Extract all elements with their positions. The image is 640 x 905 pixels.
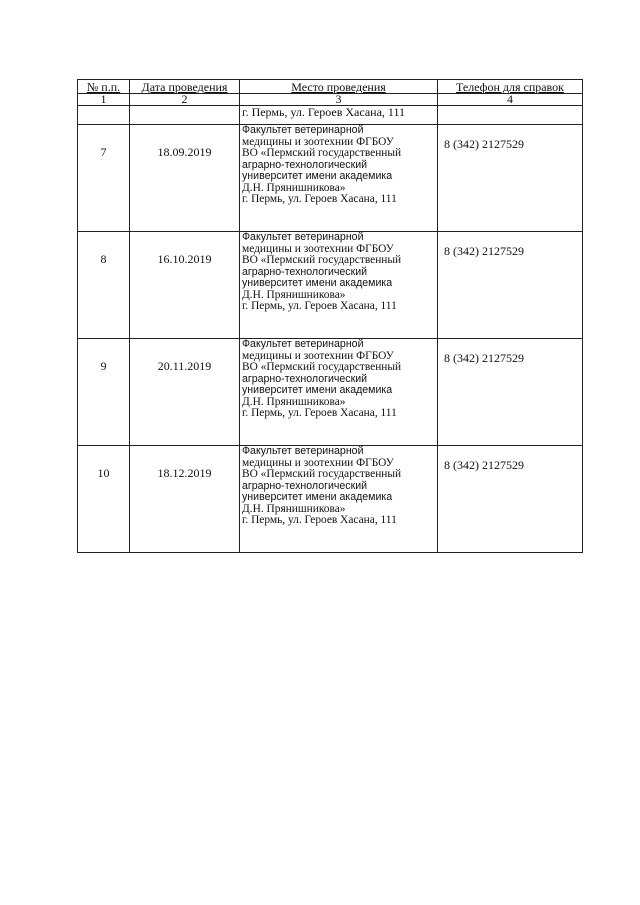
place-line: медицины и зоотехнии ФГБОУ	[242, 135, 394, 148]
place-line: аграрно-технологический	[242, 158, 368, 171]
place-line: университет имени академика	[242, 491, 393, 503]
continuation-place-cell: г. Пермь, ул. Героев Хасана, 111	[240, 106, 438, 125]
place-line: ВО «Пермский государственный	[242, 468, 402, 480]
place-line: Д.Н. Прянишникова»	[242, 502, 346, 515]
row-place	[240, 339, 438, 446]
row-number: 10	[78, 446, 130, 553]
place-line: Факультет ветеринарной	[242, 124, 364, 136]
place-line: медицины и зоотехнии ФГБОУ	[242, 242, 394, 255]
table-row	[78, 125, 583, 232]
place-line: ВО «Пермский государственный	[242, 147, 402, 159]
row-phone: 8 (342) 2127529	[438, 339, 583, 446]
row-date: 16.10.2019	[130, 232, 240, 339]
place-line: Факультет ветеринарной	[242, 338, 364, 350]
row-date: 20.11.2019	[130, 339, 240, 446]
place-line: г. Пермь, ул. Героев Хасана, 111	[242, 514, 397, 526]
row-phone: 8 (342) 2127529	[438, 232, 583, 339]
header-number: № п.п.	[78, 80, 130, 94]
column-number-4: 4	[438, 94, 583, 106]
place-line: ВО «Пермский государственный	[242, 361, 402, 373]
column-number-2: 2	[130, 94, 240, 106]
place-line: медицины и зоотехнии ФГБОУ	[242, 456, 394, 469]
header-phone: Телефон для справок	[438, 80, 583, 94]
place-line: Д.Н. Прянишникова»	[242, 181, 346, 194]
place-line: университет имени академика	[242, 277, 393, 289]
place-line: университет имени академика	[242, 384, 393, 396]
row-date: 18.09.2019	[130, 125, 240, 232]
column-number-3: 3	[240, 94, 438, 106]
row-date: 18.12.2019	[130, 446, 240, 553]
row-number: 8	[78, 232, 130, 339]
continuation-row	[78, 106, 583, 125]
continuation-phone-cell	[438, 106, 583, 125]
continuation-number-cell	[78, 106, 130, 125]
row-phone: 8 (342) 2127529	[438, 125, 583, 232]
place-line: ВО «Пермский государственный	[242, 254, 402, 266]
place-line: Факультет ветеринарной	[242, 231, 364, 243]
place-line: Д.Н. Прянишникова»	[242, 288, 346, 301]
table-row	[78, 446, 583, 553]
place-line: г. Пермь, ул. Героев Хасана, 111	[242, 193, 397, 205]
row-number: 7	[78, 125, 130, 232]
place-line: Д.Н. Прянишникова»	[242, 395, 346, 408]
place-line: г. Пермь, ул. Героев Хасана, 111	[242, 300, 397, 312]
schedule-table	[77, 79, 583, 553]
row-place	[240, 446, 438, 553]
header-date: Дата проведения	[130, 80, 240, 94]
place-line: г. Пермь, ул. Героев Хасана, 111	[242, 407, 397, 419]
place-line: Факультет ветеринарной	[242, 445, 364, 457]
row-number: 9	[78, 339, 130, 446]
column-number-row	[78, 94, 583, 106]
column-number-1: 1	[78, 94, 130, 106]
row-place	[240, 125, 438, 232]
place-line: медицины и зоотехнии ФГБОУ	[242, 349, 394, 362]
row-phone: 8 (342) 2127529	[438, 446, 583, 553]
row-place	[240, 232, 438, 339]
place-line: университет имени академика	[242, 170, 393, 182]
place-line: аграрно-технологический	[242, 479, 368, 492]
place-line: аграрно-технологический	[242, 372, 368, 385]
place-line: аграрно-технологический	[242, 265, 368, 278]
table-row	[78, 232, 583, 339]
table-row	[78, 339, 583, 446]
header-place: Место проведения	[240, 80, 438, 94]
continuation-date-cell	[130, 106, 240, 125]
